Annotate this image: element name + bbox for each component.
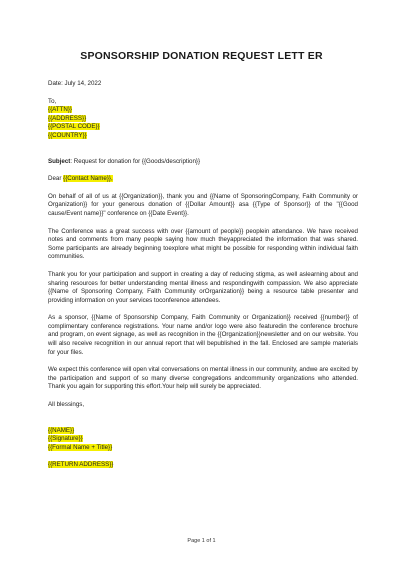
page-number: Page 1 of 1 — [187, 538, 216, 544]
paragraph-5: We expect this conference will open vital conversations on mental illness in our community, andwe are excited by the participation and support of so many diverse congregations andcommunity organizations who attended. Thank you again for supporting this effort.Your help will surely be appreciated. — [48, 366, 358, 391]
signer-signature: {{Signature}} — [48, 435, 83, 443]
letter-body — [48, 80, 358, 470]
recipient-country: {{COUNTRY}} — [48, 131, 87, 139]
paragraph-2: The Conference was a great success with over {{amount of people}} peoplein attendance. We have received notes and comments from many people saying how much theyappreciated the information that was shared. Some participants are already beginning toexplore what might be possible for responding within individual faith communities. — [48, 227, 358, 261]
letter-date: Date: July 14, 2022 — [48, 80, 102, 87]
recipient-postal-code: {{POSTAL CODE}} — [48, 123, 100, 131]
contact-name: {{Contact Name}}, — [63, 175, 113, 183]
salutation: Dear {{Contact Name}}, — [48, 175, 113, 183]
to-label: To, — [48, 97, 57, 105]
recipient-address: {{ADDRESS}} — [48, 114, 87, 122]
paragraph-1: On behalf of all of us at {{Organization}}, thank you and {{Name of SponsoringCompany, Faith Community or Organization}} for your generous donation of {{Dollar Amount}} asa {{Type of Sponsor}} of the "{{Good cause/Event name}}" conference on {{Date Event}}. — [48, 192, 358, 217]
return-address: {{RETURN ADDRESS}} — [48, 461, 114, 469]
signer-title: {{Formal Name + Title}} — [48, 443, 113, 451]
letter-title: SPONSORSHIP DONATION REQUEST LETT ER — [80, 50, 323, 62]
paragraph-3: Thank you for your participation and support in creating a day of reducing stigma, as well aslearning about and sharing resources for better understanding mental illness and respondingwith compassion. We also appreciate {{Name of Sponsoring Company, Faith Community orOrganization}} being a resource table presenter and providing information on your services toconference attendees. — [48, 270, 358, 304]
paragraph-4: As a sponsor, {{Name of Sponsorship Company, Faith Community or Organization}} received {{number}} of complimentary conference registrations. Your name and/or logo were also featuredin the conference brochure and program, on event signage, as well as recognition in the {{Organization}}newsletter and on our website. You will also receive recognition in our annual report that will bepublished in the fall. Enclosed are sample materials for your files. — [48, 314, 358, 356]
signer-name: {{NAME}} — [48, 426, 75, 434]
closing: All blessings, — [48, 401, 85, 409]
recipient-attn: {{ATTN}} — [48, 106, 72, 114]
subject-line: Subject: Request for donation for {{Goods/description}} — [48, 157, 201, 165]
